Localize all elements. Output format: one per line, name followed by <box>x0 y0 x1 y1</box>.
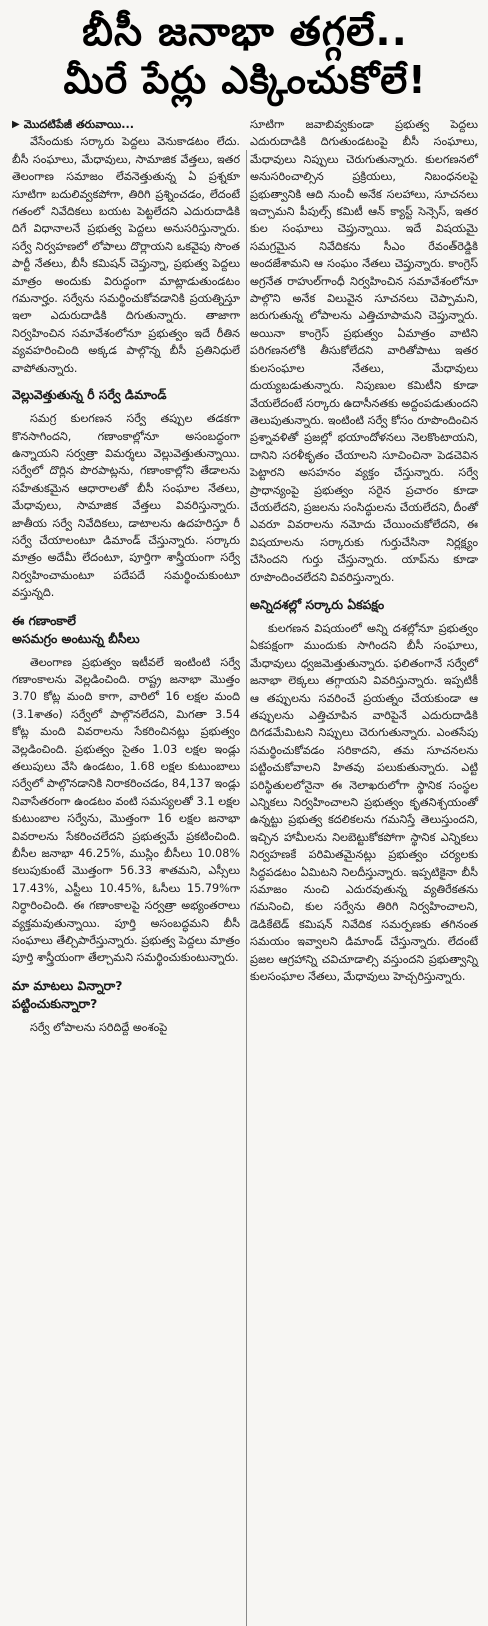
subheading-line-1: మా మాటలు విన్నారా? <box>12 977 123 993</box>
subheading: వెల్లువెత్తుతున్న రీ సర్వే డిమాండ్ <box>12 387 167 403</box>
triangle-bullet-icon: ▶ <box>12 119 20 130</box>
headline-line-2: మీరే పేర్లు ఎక్కించుకోలే! <box>63 58 427 102</box>
subheading-line-1: ఈ గణాంకాలే <box>12 612 76 628</box>
right-column <box>250 116 478 1036</box>
paragraph: సమగ్ర కులగణన సర్వే తప్పుల తడకగా కొనసాగిందని, గణాంకాల్లోనూ అసంబద్ధంగా ఉన్నాయని సర్వత్రా విమర్శలు వెల్లువెత్తుతున్నాయి. సర్వేలో దొర్లిన పొరపాట్లను, గణాంకాల్లోని తేడాలను సహేతుకమైన ఆధారాలతో బీసీ సంఘాల నేతలు, మేధావులు, సామాజిక వేత్తలు వివరిస్తున్నారు. జాతీయ సర్వే నివేదికలు, డాటాలను ఉదహరిస్తూ రీ సర్వే చేయాలంటూ డిమాండ్ చేస్తున్నారు. సర్కారు మాత్రం అదేమీ లేదంటూ, పూర్తిగా శాస్త్రీయంగా సర్వే నిర్వహించామంటూ పదేపదే సమర్థించుకుంటూ వస్తున్నది. <box>12 412 240 600</box>
paragraph: సూటిగా జవాబివ్వకుండా ప్రభుత్వ పెద్దలు ఎదురుదాడికి దిగుతుండటంపై బీసీ సంఘాలు, మేధావులు నిప్పులు చెరుగుతున్నారు. కులగణనలో అనుసరించాల్సిన ప్రక్రియలు, నిబంధనలపై ప్రభుత్వానికి ఆది నుంచీ అనేక సలహాలు, సూచనలు ఇచ్చామని పీపుల్స్ కమిటీ ఆన్ క్యాస్ట్ సెన్సెస్, ఇతర కుల సంఘాలు చెప్తున్నాయి. ఇదే విషయమై సమగ్రమైన నివేదికను సీఎం రేవంత్‌రెడ్డికి అందజేశామని ఆ సంఘం నేతలు చెప్తున్నారు. కాంగ్రెస్ అగ్రనేత రాహుల్‌గాంధీ నిర్వహించిన సమావేశంలోనూ పాల్గొని అనేక విలువైన సూచనలు చెప్పామని, జరుగుతున్న లోపాలను ఎత్తిచూపామని చెప్తున్నారు. అయినా కాంగ్రెస్ ప్రభుత్వం ఏమాత్రం వాటిని పరిగణనలోకి తీసుకోలేదని వారితోపాటు ఇతర కులసంఘాల నేతలు, మేధావులు దుయ్యబడుతున్నారు. నిపుణుల కమిటీని కూడా వేయలేదంటే సర్కారు ఉదాసీనతకు అద్దంపడుతుందని తెలుపుతున్నారు. ఇంటింటి సర్వే కోసం రూపొందించిన ప్రశ్నావళితో ప్రజల్లో భయాందోళనలు నెలకొంటాయని, దానిని సరళీకృతం చేయాలని సూచించినా పెడచెవిన పెట్టారని అసహనం వ్యక్తం చేస్తున్నారు. సర్వే ప్రాధాన్యంపై ప్రభుత్వం సరైన ప్రచారం కూడా చేయలేదని, ప్రజలను సంసిద్ధులను చేయలేదని, దీంతో ఎవరూ వివరాలను నమోదు చేయించుకోలేదని, ఈ విషయాలను సర్కారుకు గుర్తుచేసినా నిర్లక్ష్యం చేసిందని గుర్తు చేస్తున్నారు. యాప్‌ను కూడా రూపొందించలేదని వివరిస్తున్నారు. <box>250 118 479 584</box>
headline <box>12 8 478 104</box>
kicker-text: మొదటిపేజీ తరువాయి... <box>23 118 135 131</box>
subheading <box>12 612 240 648</box>
paragraph: తెలంగాణ ప్రభుత్వం ఇటీవలే ఇంటింటి సర్వే గణాంకాలను వెల్లడించింది. రాష్ట్ర జనాభా మొత్తం 3.70 కోట్ల మంది కాగా, వారిలో 16 లక్షల మంది (3.1శాతం) సర్వేలో పాల్గొనలేదని, మిగతా 3.54 కోట్ల మంది వివరాలను సేకరించినట్లు ప్రభుత్వం వెల్లడించింది. ప్రభుత్వం సైతం 1.03 లక్షల ఇండ్లు తలుపులు వేసి ఉండటం, 1.68 లక్షల కుటుంబాలు సర్వేలో పాల్గొనడానికి నిరాకరించడం, 84,137 ఇండ్లు నివాసేతరంగా ఉండటం వంటి సమస్యలతో 3.1 లక్షల కుటుంబాల సర్వేను, మొత్తంగా 16 లక్షల జనాభా వివరాలను సేకరించలేదని ప్రభుత్వమే ప్రకటించింది. బీసీల జనాభా 46.25%, ముస్లిం బీసీలు 10.08% కలుపుకుంటే మొత్తంగా 56.33 శాతమని, ఎస్సీలు 17.43%, ఎస్టీలు 10.45%, ఓసీలు 15.79%గా నిర్ధారించింది. ఈ గణాంకాలపై సర్వత్రా అభ్యంతరాలు వ్యక్తమవుతున్నాయి. పూర్తి అసంబద్ధమని బీసీ సంఘాలు తేల్చిపారేస్తున్నారు. ప్రభుత్వ పెద్దలు మాత్రం పూర్తి శాస్త్రీయంగా తేల్చామని సమర్థించుకుంటున్నారు. <box>12 655 240 965</box>
paragraph: వేసేందుకు సర్కారు పెద్దలు వెనుకాడటం లేదు. బీసీ సంఘాలు, మేధావులు, సామాజిక వేత్తలు, ఇతర తెలంగాణ సమాజం లేవనెత్తుతున్న ఏ ప్రశ్నకూ సూటిగా బదులివ్వకపోగా, తిరిగి ప్రశ్నించడం, లేదంటే గతంలో నివేదికలు బయట పెట్టలేదని ఎదురుదాడికి దిగే విధానాలనే ప్రభుత్వ పెద్దలు అనుసరిస్తున్నారు. సర్వే నిర్వహణలో లోపాలు దొర్లాయని ఒకవైపు సొంత పార్టీ నేతలు, బీసీ కమిషన్ చెప్తున్నా, ప్రభుత్వ పెద్దలు మాత్రం అందుకు విరుద్ధంగా మాట్లాడుతుండటం గమనార్హం. సర్వేను సమర్థించుకోవడానికి ప్రయత్నిస్తూ ఇలా ఎదురుదాడికి దిగుతున్నారు. తాజాగా నిర్వహించిన సమావేశంలోనూ ప్రభుత్వం ఇదే రీతిన వ్యవహరించింది అక్కడ పాల్గొన్న బీసీ ప్రతినిధులే వాపోతున్నారు. <box>12 135 240 375</box>
paragraph: కులగణన విషయంలో అన్ని దశల్లోనూ ప్రభుత్వం ఏకపక్షంగా ముందుకు సాగిందని బీసీ సంఘాలు, మేధావులు ధ్వజమెత్తుతున్నారు. ఫలితంగానే సర్వేలో జనాభా లెక్కలు తగ్గాయని వివరిస్తున్నారు. ఇప్పటికీ ఆ తప్పులను సవరించే ప్రయత్నం చేయకుండా ఆ తప్పులను ఎత్తిచూపిన వారిపైనే ఎదురుదాడికి దిగడమేమిటని నిప్పులు చెరుగుతున్నారు. ఎంతసేపు సమర్థించుకోవడం సరికాదని, తమ సూచనలను పట్టించుకోవాలని హితవు పలుకుతున్నారు. ఎట్టి పరిస్థితులలోనైనా ఈ నెలాఖరులోగా స్థానిక సంస్థల ఎన్నికలు నిర్వహించాలని ప్రభుత్వం కృతనిశ్చయంతో ఉన్నట్టు ప్రభుత్వ కదలికలను గమనిస్తే తెలుస్తుందని, ఇచ్చిన హామీలను నిలబెట్టుకోకపోగా స్థానిక ఎన్నికలు నిర్వహణకే పరిమితమైనట్లు ప్రభుత్వం చర్యలకు సిద్ధపడటం ఏమిటని నిలదీస్తున్నారు. ఇప్పటికైనా బీసీ సమాజం నుంచి ఎదురవుతున్న వ్యతిరేకతను గమనించి, కుల సర్వేను తిరిగి నిర్వహించాలని, డెడికేటెడ్ కమిషన్ నివేదిక సమర్పణకు తగినంత సమయం ఇవ్వాలని డిమాండ్ చేస్తున్నారు. లేదంటే ప్రజల ఆగ్రహాన్ని చవిచూడాల్సి వస్తుందని ప్రభుత్వాన్ని కులసంఘాల నేతలు, మేధావులు హెచ్చరిస్తున్నారు. <box>250 621 478 984</box>
headline-line-1: బీసీ జనాభా తగ్గలే.. <box>82 9 408 55</box>
column-divider <box>246 150 247 1626</box>
continuation-kicker <box>12 116 240 133</box>
subheading <box>12 977 240 1013</box>
subheading-line-2: పట్టించుకున్నారా? <box>12 995 98 1011</box>
subheading-line-2: అసమగ్రం అంటున్న బీసీలు <box>12 630 140 646</box>
article-columns <box>12 116 478 1036</box>
paragraph: సర్వే లోపాలను సరిదిద్దే అంశంపై <box>30 1020 168 1034</box>
subheading: అన్నిదశల్లో సర్కారు ఏకపక్షం <box>250 596 385 612</box>
left-column <box>12 116 240 1036</box>
